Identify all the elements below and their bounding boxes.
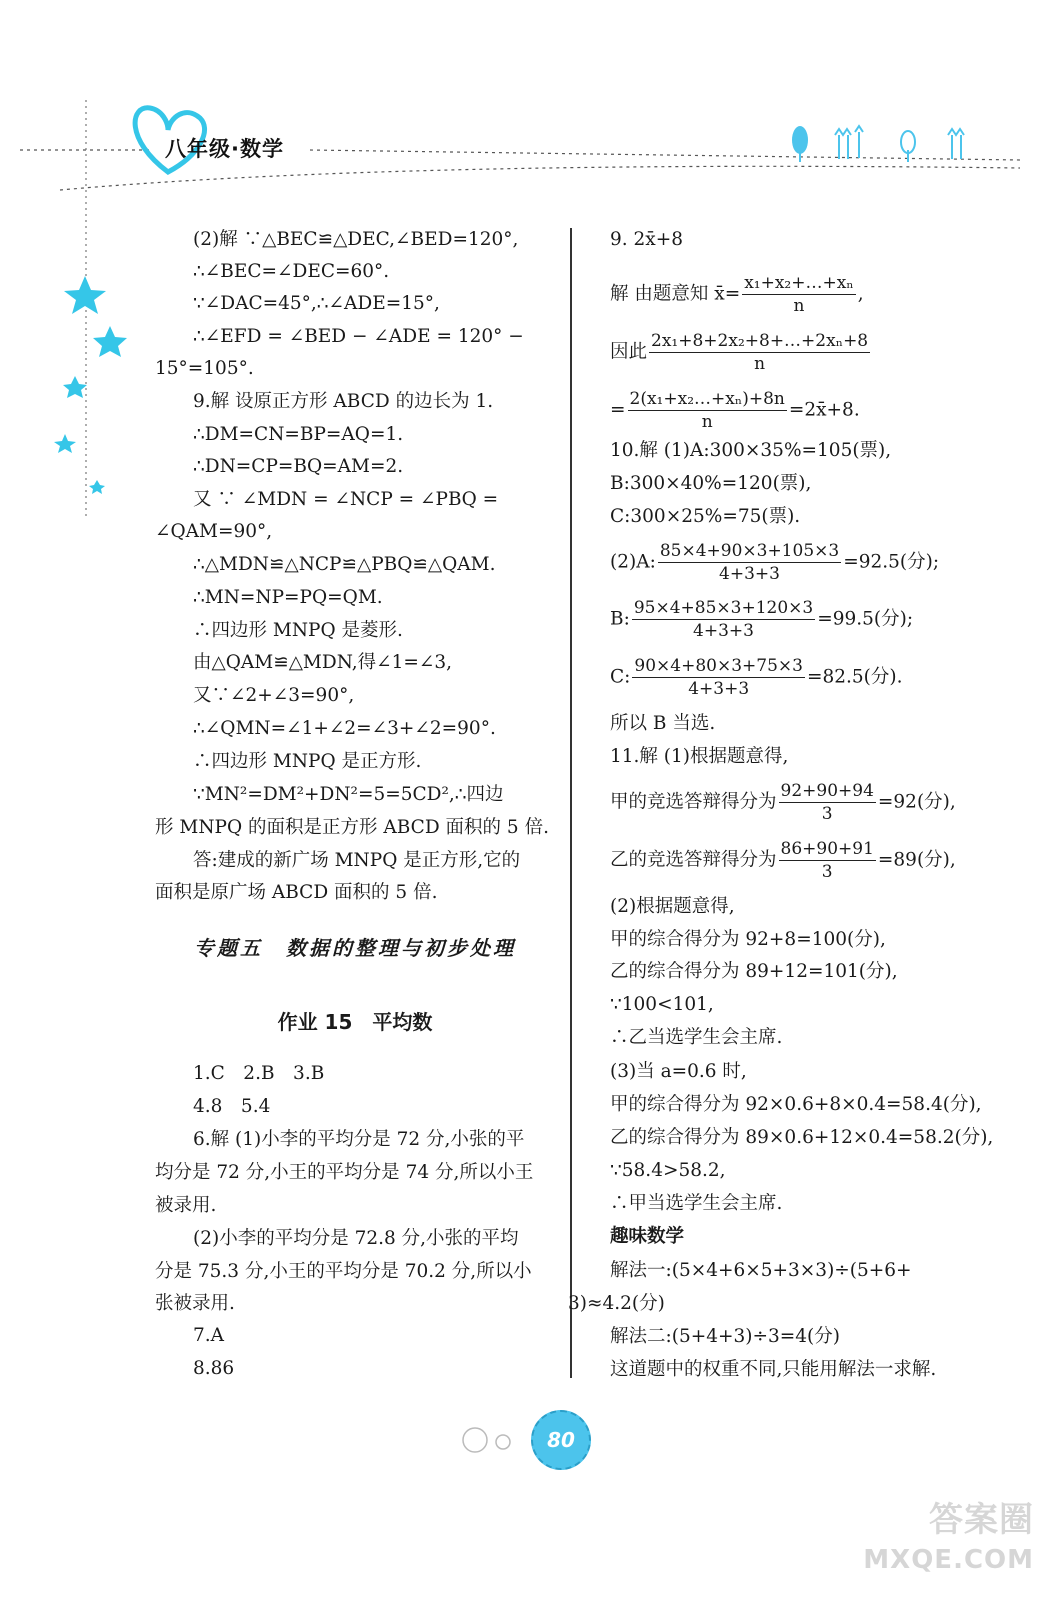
left-line: 分是 75.3 分,小王的平均分是 70.2 分,所以小 [155,1261,532,1282]
left-line: 9.解 设原正方形 ABCD 的边长为 1. [193,391,494,412]
denominator: 4+3+3 [719,564,780,584]
left-line: ∵MN²=DM²+DN²=5=5CD²,∴四边 [193,784,504,805]
left-line: 面积是原广场 ABCD 面积的 5 倍. [155,882,438,903]
denominator: 4+3+3 [693,621,754,641]
left-line: ∴∠QMN=∠1+∠2=∠3+∠2=90°. [193,718,496,739]
fraction [632,655,805,700]
q9-answer: 9. 2x̄+8 [610,229,684,250]
q11-line: 11.解 (1)根据题意得, [610,746,789,767]
denominator: n [793,296,805,316]
left-line: 15°=105°. [155,358,254,379]
q10-c [610,655,902,700]
fraction [742,272,855,317]
left-line: ∴四边形 MNPQ 是正方形. [193,751,422,772]
homework-title: 作业 15 平均数 [277,1010,433,1034]
q9-line-1-post: , [857,283,864,305]
left-line: 由△QAM≌△MDN,得∠1=∠3, [193,652,453,673]
q11-line: ∵58.4>58.2, [610,1160,726,1181]
numerator: x₁+x₂+…+xₙ [744,273,854,293]
q10-line: 10.解 (1)A:300×35%=105(票), [610,440,892,461]
q10-line: B:300×40%=120(票), [610,473,812,494]
fraction [649,330,870,375]
fun-math-line: 解法一:(5×4+6×5+3×3)÷(5+6+ [610,1260,912,1281]
left-line: ∴四边形 MNPQ 是菱形. [193,620,403,641]
star-icons [54,276,127,494]
q11-line: 乙的综合得分为 89+12=101(分), [610,961,898,982]
left-line: ∠QAM=90°, [155,521,273,542]
q11-line: ∴甲当选学生会主席. [610,1193,783,1214]
fun-math-title: 趣味数学 [610,1226,685,1247]
q11-jia-post: =92(分), [877,791,956,813]
q9-line-3 [610,388,860,433]
book-title: 八年级·数学 [165,137,284,161]
q10-a [610,540,939,585]
left-line: ∴DM=CN=BP=AQ=1. [193,424,404,445]
q11-yi [610,838,956,883]
left-line: 又 ∵ ∠MDN = ∠NCP = ∠PBQ = [193,489,499,510]
watermark-line-2: MXQE.COM [863,1545,1034,1575]
q11-jia [610,780,956,825]
left-line: ∵∠DAC=45°,∴∠ADE=15°, [193,293,440,314]
left-line: 8.86 [193,1358,235,1379]
denominator: 3 [821,804,833,824]
q10-b [610,597,913,642]
page-number: 80 [531,1410,591,1470]
numerator: 2(x₁+x₂…+xₙ)+8n [629,389,785,409]
left-line: 6.解 (1)小李的平均分是 72 分,小张的平 [193,1129,525,1150]
left-line: (2)小李的平均分是 72.8 分,小张的平均 [193,1228,519,1249]
tree-icons [792,126,964,162]
q11-line: 甲的综合得分为 92+8=100(分), [610,929,886,950]
q9-line-1 [610,272,864,317]
fun-math-line: 3)≈4.2(分) [568,1293,665,1314]
q10-b-post: =99.5(分); [817,608,914,630]
left-line: ∴∠BEC=∠DEC=60°. [193,261,390,282]
left-line: 1.C 2.B 3.B [193,1063,325,1084]
left-line: ∴MN=NP=PQ=QM. [193,587,383,608]
watermark-line-1: 答案圈 [929,1500,1034,1540]
fraction [779,838,876,883]
header-top-dotted-line-2 [310,150,1020,160]
q11-line: (3)当 a=0.6 时, [610,1061,747,1082]
left-line: ∴DN=CP=BQ=AM=2. [193,456,404,477]
fraction [628,388,787,433]
left-line: 张被录用. [155,1293,235,1314]
left-line: 7.A [193,1325,225,1346]
footer-bubbles [455,1420,535,1460]
q11-line: (2)根据题意得, [610,896,735,917]
q11-line: 甲的综合得分为 92×0.6+8×0.4=58.4(分), [610,1094,982,1115]
fraction [779,780,876,825]
q9-line-1-pre: 解 由题意知 x̄= [610,283,741,305]
q10-a-post: =92.5(分); [843,551,940,573]
left-line: ∴∠EFD = ∠BED − ∠ADE = 120° − [193,326,524,347]
left-line: ∴△MDN≌△NCP≌△PBQ≌△QAM. [193,554,496,575]
q10-c-post: =82.5(分). [806,666,903,688]
fun-math-line: 解法二:(5+4+3)÷3=4(分) [610,1326,840,1347]
fraction [658,540,841,585]
denominator: n [754,354,766,374]
numerator: 2x₁+8+2x₂+8+…+2xₙ+8 [651,331,869,351]
watermark-logo [863,1500,1034,1580]
denominator: n [701,412,713,432]
left-line: 答:建成的新广场 MNPQ 是正方形,它的 [193,850,521,871]
numerator: 90×4+80×3+75×3 [634,656,803,676]
q11-line: ∴乙当选学生会主席. [610,1027,783,1048]
q9-line-2-pre: 因此 [610,341,648,363]
q9-line-3-post: =2x̄+8. [788,399,860,421]
q9-line-2 [610,330,872,375]
q10-b-pre: B: [610,608,630,630]
left-line: 被录用. [155,1195,217,1216]
left-line: 4.8 5.4 [193,1096,271,1117]
q10-line: C:300×25%=75(票). [610,506,801,527]
q11-line: 乙的综合得分为 89×0.6+12×0.4=58.2(分), [610,1127,994,1148]
left-line: 均分是 72 分,小王的平均分是 74 分,所以小王 [155,1162,534,1183]
left-line: 形 MNPQ 的面积是正方形 ABCD 面积的 5 倍. [155,817,549,838]
header-curve-dotted-line [60,166,1020,190]
denominator: 3 [821,862,833,882]
q10-a-pre: (2)A: [610,551,656,573]
fun-math-line: 这道题中的权重不同,只能用解法一求解. [610,1359,937,1380]
q10-conclusion: 所以 B 当选. [610,713,716,734]
numerator: 86+90+91 [780,839,874,859]
q11-jia-pre: 甲的竞选答辩得分为 [610,791,777,813]
left-line: (2)解 ∵△BEC≌△DEC,∠BED=120°, [193,229,519,250]
fraction [632,597,815,642]
q9-line-3-pre: = [610,399,626,421]
column-divider [570,228,572,1378]
section-title: 专题五 数据的整理与初步处理 [194,936,516,960]
q10-c-pre: C: [610,666,631,688]
q11-yi-pre: 乙的竞选答辩得分为 [610,849,777,871]
numerator: 85×4+90×3+105×3 [659,541,840,561]
left-line: 又∵∠2+∠3=90°, [193,685,355,706]
numerator: 95×4+85×3+120×3 [633,598,814,618]
numerator: 92+90+94 [780,781,874,801]
denominator: 4+3+3 [688,679,750,699]
q11-line: ∵100<101, [610,994,714,1015]
q11-yi-post: =89(分), [877,849,956,871]
